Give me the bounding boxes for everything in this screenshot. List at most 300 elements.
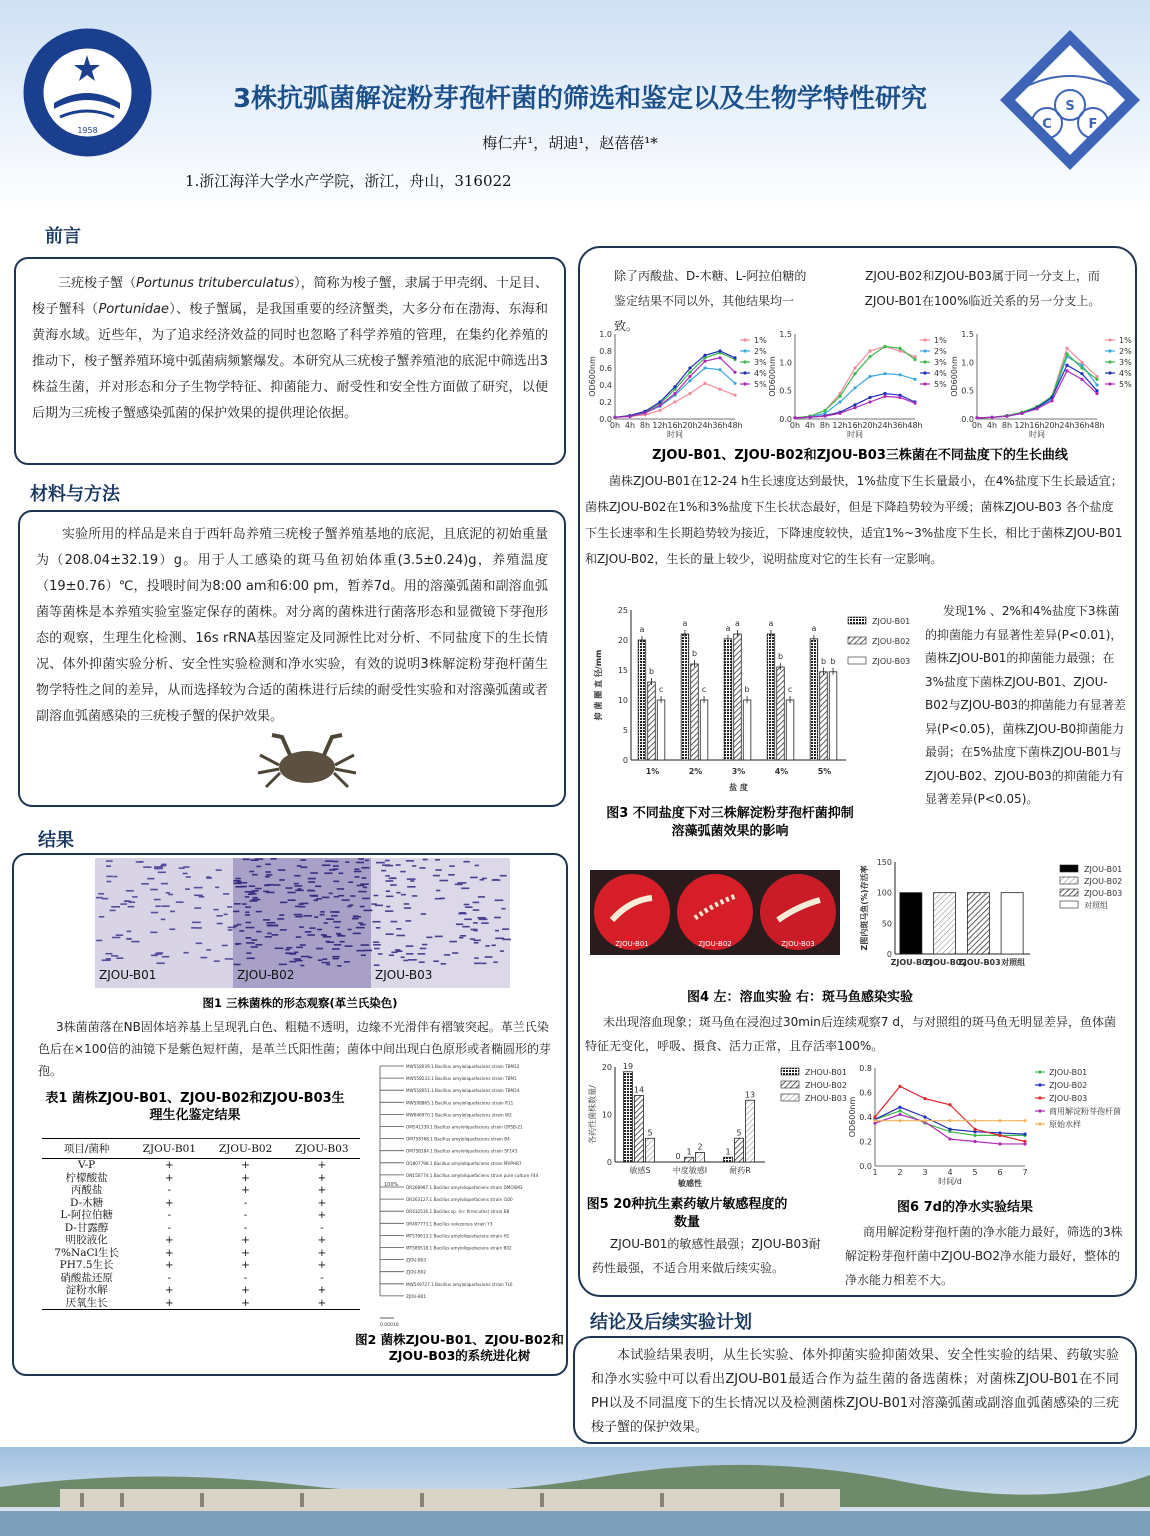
x-axis-label: 时间 xyxy=(847,430,863,439)
x-tick-label: 24h xyxy=(1059,421,1075,430)
significance-letter: b xyxy=(830,656,836,666)
y-tick-label: 20 xyxy=(601,1063,612,1072)
x-tick-label: 12h xyxy=(652,421,668,430)
bar xyxy=(820,672,828,760)
top-text-left: 除了丙酸盐、D-木糖、L-阿拉伯糖的鉴定结果不同以外，其他结果均一致。 xyxy=(614,269,807,333)
plate-label-b03: ZJOU-B03 xyxy=(781,940,815,948)
table1-row xyxy=(42,1247,360,1260)
table1-cell: D-木糖 xyxy=(70,1196,104,1209)
data-point xyxy=(688,375,691,378)
tree-leaf: ZJOU-B01 xyxy=(406,1293,427,1299)
table1-cell: L-阿拉伯糖 xyxy=(60,1209,113,1221)
table1-cell: + xyxy=(317,1171,327,1184)
fig4-caption: 图4 左：溶血实验 右：斑马鱼感染实验 xyxy=(686,990,914,1005)
gram-stain-images xyxy=(95,858,510,988)
y-tick-label: 0.0 xyxy=(599,415,612,424)
y-tick-label: 0.2 xyxy=(859,1137,872,1147)
tree-leaf: OR268987.1 Bacillus amyloliquefaciens strain DMOSM3 xyxy=(406,1185,523,1190)
table1-cell: + xyxy=(164,1196,174,1209)
table1-cell: 丙酸盐 xyxy=(70,1184,103,1196)
legend-label: 2% xyxy=(1119,347,1132,356)
legend-marker xyxy=(1108,382,1111,385)
x-tick-label: 2 xyxy=(897,1168,903,1177)
significance-letter: a xyxy=(768,619,774,628)
data-point xyxy=(1023,1142,1026,1145)
legend-marker xyxy=(1038,1109,1041,1112)
x-tick-label: 6 xyxy=(997,1168,1003,1177)
data-point xyxy=(1080,361,1083,364)
bar xyxy=(746,1100,755,1162)
x-axis-label: 时间 xyxy=(667,430,683,439)
y-tick-label: 1.0 xyxy=(599,330,612,339)
x-tick-label: 12h xyxy=(832,421,848,430)
y-tick-label: 1.0 xyxy=(961,358,974,368)
data-point xyxy=(948,1103,951,1106)
data-point xyxy=(898,1106,901,1109)
x-tick-label: ZJOU-B01 xyxy=(890,958,934,967)
tree-leaf: OQ807798.1 Bacillus amyloliquefaciens strain MVPHB7 xyxy=(406,1160,522,1166)
data-point xyxy=(998,1119,1001,1122)
data-point xyxy=(973,1140,976,1143)
data-point xyxy=(733,356,736,359)
y-tick-label: 20 xyxy=(617,636,628,645)
data-point xyxy=(868,396,871,399)
hemolysis-plates xyxy=(590,870,840,955)
x-tick-label: 4h xyxy=(804,421,816,430)
y-tick-label: 5 xyxy=(622,726,628,735)
tree-leaf: MT589518.1 Bacillus amyloliquefaciens strain B02 xyxy=(406,1245,512,1251)
x-tick-label: 7 xyxy=(1022,1168,1028,1177)
table1-row xyxy=(42,1234,360,1247)
csf-logo xyxy=(995,25,1145,175)
data-point xyxy=(913,402,916,405)
tree-leaf: ON150774.1 Bacillus amyloliquefaciens strain pure culture F44 xyxy=(406,1172,539,1178)
fig4-text: 未出现溶血现象；斑马鱼在浸泡过30min后连续观察7 d，与对照组的斑马鱼无明显差异，鱼体菌特征无变化，呼吸、摄食、活力正常，且存活率100%。 xyxy=(585,1015,1116,1053)
table1-cell: + xyxy=(241,1234,250,1246)
legend-label: 原始水样 xyxy=(1049,1120,1081,1129)
legend-label: 2% xyxy=(754,347,767,356)
bar xyxy=(724,1157,733,1162)
x-tick-label: 5 xyxy=(972,1168,978,1177)
table1-cell: + xyxy=(317,1159,327,1171)
y-tick-label: 1.5 xyxy=(779,330,792,339)
data-point xyxy=(688,371,691,374)
bar xyxy=(691,664,699,760)
table1-cell: 硝酸盐还原 xyxy=(60,1271,113,1284)
bar xyxy=(810,639,818,760)
series-line xyxy=(977,371,1097,418)
legend-label: ZJOU-B03 xyxy=(872,657,911,666)
conclusion-text: 本试验结果表明，从生长实验、体外抑菌实验抑菌效果、安全性实验的结果、药敏实验和净水实验中可以看出ZJOU-B01最适合作为益生菌的备选菌株；对菌株ZJOU-B01在不同PH以及不同温度下的生长情况以及检测菌株ZJOU-B01对溶藻弧菌或副溶血弧菌感染的三疣梭子蟹的保护效果。 xyxy=(591,1348,1119,1435)
table1-cell: + xyxy=(164,1159,174,1171)
legend-marker xyxy=(743,349,746,352)
data-point xyxy=(898,373,901,376)
y-tick-label: 1.5 xyxy=(961,330,974,339)
table1-cell: + xyxy=(317,1184,327,1196)
legend-label: 4% xyxy=(934,369,947,378)
legend-swatch xyxy=(1060,865,1078,872)
y-axis-label: OD600nm xyxy=(768,356,777,397)
data-point xyxy=(1080,378,1083,381)
data-point xyxy=(613,416,616,419)
y-tick-label: 0.6 xyxy=(859,1088,872,1098)
data-point xyxy=(1080,372,1083,375)
significance-letter: b xyxy=(648,667,655,676)
bar xyxy=(681,634,689,760)
tree-leaf: OR497773.1 Bacillus velezensis strain Y3 xyxy=(406,1221,493,1227)
data-point xyxy=(990,416,993,419)
bar xyxy=(900,893,922,954)
table1-cell: + xyxy=(164,1246,174,1259)
table1-cell: + xyxy=(241,1246,250,1259)
x-tick-label: 16h xyxy=(667,421,683,430)
y-axis-label: 各药性菌株数量/ xyxy=(588,1085,597,1144)
bar xyxy=(1001,893,1023,954)
y-tick-label: 0.8 xyxy=(859,1064,872,1073)
table1-row xyxy=(42,1172,360,1185)
y-tick-label: 0 xyxy=(622,756,628,765)
logo-year: 1958 xyxy=(77,126,98,135)
results-heading: 结果 xyxy=(38,830,74,851)
tree-leaf: ZJOU-B03 xyxy=(406,1257,427,1263)
data-point xyxy=(998,1134,1001,1137)
data-point xyxy=(853,386,856,389)
table1-row xyxy=(42,1259,360,1272)
tree-leaf: MW558039.1 Bacillus amyloliquefaciens strain TBM12 xyxy=(406,1064,520,1069)
data-point xyxy=(718,388,721,391)
x-tick-label: 2% xyxy=(688,767,703,776)
table1-cell: + xyxy=(317,1196,327,1209)
bar xyxy=(767,634,775,760)
x-tick-label: 20h xyxy=(1044,421,1060,430)
x-tick-label: 3 xyxy=(922,1168,928,1177)
table1-cell: - xyxy=(243,1196,248,1209)
legend-label: ZHOU-B01 xyxy=(805,1068,847,1077)
x-tick-label: 4h xyxy=(624,421,636,430)
data-point xyxy=(718,368,721,371)
x-axis-label: 敏感性 xyxy=(678,1179,702,1188)
svg-text:C: C xyxy=(1042,117,1052,132)
bar xyxy=(734,634,742,760)
tree-leaf: ZJOU-B02 xyxy=(406,1269,427,1275)
y-tick-label: 50 xyxy=(881,919,892,929)
data-point xyxy=(868,375,871,378)
legend-marker xyxy=(743,371,746,374)
legend-marker xyxy=(923,371,926,374)
table1-row xyxy=(42,1209,360,1222)
x-tick-label: 1% xyxy=(645,767,660,776)
legend-marker xyxy=(743,338,746,341)
data-point xyxy=(975,416,978,419)
data-point xyxy=(853,372,856,375)
legend-label: 1% xyxy=(1119,336,1132,345)
data-point xyxy=(1080,366,1083,369)
legend-marker xyxy=(923,338,926,341)
table1-cell: + xyxy=(241,1184,250,1196)
table1-cell: 淀粉水解 xyxy=(65,1284,108,1296)
x-tick-label: 对照组 xyxy=(1001,958,1026,967)
legend-marker xyxy=(1038,1070,1041,1073)
tree-bootstrap: 100% xyxy=(384,1182,399,1188)
series-line xyxy=(615,353,735,418)
table1-header: 项目/菌种 xyxy=(42,1139,131,1159)
micro-label-b01: ZJOU-B01 xyxy=(99,968,157,982)
table1-row xyxy=(42,1184,360,1197)
data-point xyxy=(838,400,841,403)
bar xyxy=(635,1096,644,1163)
bar xyxy=(724,639,732,760)
data-point xyxy=(718,349,721,352)
crab-image xyxy=(252,725,362,795)
data-point xyxy=(673,392,676,395)
table1-cell: - xyxy=(167,1271,172,1284)
data-point xyxy=(998,1142,1001,1145)
fig3-text: 发现1% 、2%和4%盐度下3株菌的抑菌能力有显著性差异(P<0.01)，菌株ZJOU-B01的抑菌能力最强；在3%盐度下菌株ZJOU-B01、ZJOU-B02与ZJOU-B03的抑菌能力有显著差异(P<0.05)，菌株ZJOU-B0抑菌能力最弱；在5%盐度下菌株ZJOU-B01与ZJOU-B02、ZJOU-B03的抑菌能力有显著差异(P<0.05)。 xyxy=(925,604,1126,806)
data-point xyxy=(703,360,706,363)
x-axis-label: 时间 xyxy=(1029,430,1045,439)
legend-swatch xyxy=(781,1094,799,1101)
methods-heading: 材料与方法 xyxy=(30,484,120,505)
tree-leaf: MW558051.1 Bacillus amyloliquefaciens strain TBM24 xyxy=(406,1088,520,1094)
x-tick-label: 48h xyxy=(727,421,743,430)
legend-label: 3% xyxy=(754,358,767,367)
fig5-caption: 图5 20种抗生素药敏片敏感程度的数量 xyxy=(586,1197,788,1230)
y-tick-label: 0.0 xyxy=(779,415,792,424)
data-point xyxy=(853,403,856,406)
legend-swatch xyxy=(1060,901,1078,908)
data-point xyxy=(793,416,796,419)
data-point xyxy=(1023,1133,1026,1136)
phylogenetic-tree xyxy=(370,1060,565,1330)
survival-chart xyxy=(840,852,1135,977)
data-point xyxy=(838,395,841,398)
data-point xyxy=(883,392,886,395)
legend-label: 1% xyxy=(754,336,767,345)
legend-label: ZJOU-B03 xyxy=(1049,1094,1088,1103)
table1-cell: + xyxy=(317,1259,327,1271)
x-tick-label: ZJOU-B03 xyxy=(958,958,1001,967)
x-axis-label: 盐 度 xyxy=(729,783,748,792)
data-point xyxy=(688,366,691,369)
significance-letter: c xyxy=(658,685,664,694)
legend-marker xyxy=(923,360,926,363)
methods-text: 实验所用的样品是来自于西轩岛养殖三疣梭子蟹养殖基地的底泥，且底泥的初始重量为（208.04±32.19）g。用于人工感染的斑马鱼初始体重(3.5±0.24)g，养殖温度（19±0.76）℃，投喂时间为8:00 am和6:00 pm，暂养7d。用的溶藻弧菌和副溶血弧菌等菌株是本养殖实验室鉴定保存的菌株。对分离的菌株进行菌落形态和显微镜下芽孢形态的观察，生理生化检测、16s rRNA基因鉴定及同源性比对分析、不同盐度下的生长情况、体外抑菌实验分析、安全性实验检测和净水实验，有效的说明3株解淀粉芽孢杆菌生物学特性之间的差异，从而选择较为合适的菌株进行后续的耐受性实验和对溶藻弧菌或者副溶血弧菌感染的三疣梭子蟹的保护效果。 xyxy=(36,527,548,724)
y-tick-label: 1.0 xyxy=(779,358,792,368)
data-point xyxy=(673,400,676,403)
legend-marker xyxy=(1108,360,1111,363)
legend-marker xyxy=(923,349,926,352)
y-tick-label: 0 xyxy=(886,950,892,959)
svg-text:F: F xyxy=(1088,117,1098,132)
x-tick-label: 4% xyxy=(774,767,789,776)
legend-marker xyxy=(1038,1122,1041,1125)
table1-cell: D-甘露醇 xyxy=(64,1221,109,1234)
fig6-text: 商用解淀粉芽孢杆菌的净水能力最好，筛选的3株解淀粉芽孢杆菌中ZJOU-BO2净水能力最好，整体的净水能力相差不大。 xyxy=(845,1225,1123,1287)
legend-label: ZJOU-B03 xyxy=(1084,889,1123,898)
table1-cell: 7%NaCl生长 xyxy=(54,1246,119,1259)
table1-cell: - xyxy=(243,1221,248,1234)
data-point xyxy=(703,354,706,357)
conclusion-box xyxy=(573,1336,1137,1444)
legend-label: 对照组 xyxy=(1084,901,1108,910)
y-axis-label: OD600nm xyxy=(848,1096,857,1138)
svg-text:S: S xyxy=(1065,99,1075,114)
legend-label: ZJOU-B01 xyxy=(1049,1068,1088,1077)
data-point xyxy=(1065,347,1068,350)
growth-caption: ZJOU-B01、ZJOU-B02和ZJOU-B03三株菌在不同盐度下的生长曲线 xyxy=(652,448,1068,463)
bar-value-label: 1 xyxy=(686,1147,692,1157)
legend-label: 5% xyxy=(1119,380,1132,389)
intro-text: 三疣梭子蟹（Portunus trituberculatus），简称为梭子蟹，隶属于甲壳纲、十足目、梭子蟹科（Portunidae）、梭子蟹属，是我国重要的经济蟹类，大多分布在渤海、东海和黄海水域。近些年，为了追求经济效益的同时也忽略了科学养殖的管理，在集约化养殖的推动下，梭子蟹养殖环境中弧菌病频繁爆发。本研究从三疣梭子蟹养殖池的底泥中筛选出3株益生菌，并对形态和分子生物学特征、抑菌能力、耐受性和安全性方面做了研究，以便后期为三疣梭子蟹感染弧菌的保护效果的提供理论依据。 xyxy=(32,276,548,421)
data-point xyxy=(1095,392,1098,395)
y-tick-label: 0 xyxy=(606,1158,612,1167)
significance-letter: b xyxy=(820,656,827,666)
legend-label: ZJOU-B01 xyxy=(872,617,911,626)
tree-scale: 0.00010 xyxy=(380,1323,399,1328)
growth-chart-b03 xyxy=(945,326,1135,441)
bar-value-label: 13 xyxy=(744,1090,756,1100)
bar-value-label: 14 xyxy=(633,1085,645,1095)
data-point xyxy=(948,1128,951,1131)
data-point xyxy=(868,349,871,352)
bar-value-label: 5 xyxy=(736,1128,742,1138)
y-tick-label: 0.0 xyxy=(961,415,974,424)
x-tick-label: 0h xyxy=(971,421,983,430)
y-axis-label: Z图内斑马鱼(%)存活率 xyxy=(860,865,869,951)
y-tick-label: 10 xyxy=(617,696,628,705)
data-point xyxy=(658,409,661,412)
legend-swatch xyxy=(781,1081,799,1088)
tree-leaf: MW558233.1 Bacillus amyloliquefaciens strain TBM1 xyxy=(406,1076,517,1082)
data-point xyxy=(1050,399,1053,402)
legend-label: 4% xyxy=(1119,369,1132,378)
table1-cell: + xyxy=(317,1284,327,1296)
bar xyxy=(657,700,665,760)
significance-letter: b xyxy=(744,685,750,694)
plate-label-b02: ZJOU-B02 xyxy=(698,940,732,948)
table1 xyxy=(42,1138,360,1310)
data-point xyxy=(973,1119,976,1122)
tree-leaf: MW646970.1 Bacillus amyloliquefaciens strain W2 xyxy=(406,1112,512,1118)
legend-label: ZJOU-B02 xyxy=(872,637,911,646)
x-tick-label: 12h xyxy=(1014,421,1030,430)
tree-leaf: OR263127.1 Bacillus amyloliquefaciens strain I100 xyxy=(406,1197,513,1203)
table1-cell: - xyxy=(243,1271,248,1284)
table1-cell: - xyxy=(167,1184,172,1196)
table1-cell: + xyxy=(164,1284,174,1296)
legend-label: ZJOU-B02 xyxy=(1084,877,1123,886)
table1-cell: + xyxy=(241,1259,250,1271)
legend-marker xyxy=(1108,349,1111,352)
micro-label-b02: ZJOU-B02 xyxy=(237,968,295,982)
table1-cell: + xyxy=(164,1171,174,1184)
table1-cell: + xyxy=(317,1209,327,1221)
intro-box xyxy=(14,257,566,465)
x-tick-label: 16h xyxy=(1029,421,1045,430)
series-line xyxy=(795,374,915,418)
data-point xyxy=(703,366,706,369)
intro-heading: 前言 xyxy=(45,226,81,247)
data-point xyxy=(658,404,661,407)
fig6-caption: 图6 7d的净水实验结果 xyxy=(897,1200,1033,1215)
bar xyxy=(700,700,708,760)
table1-row xyxy=(42,1159,360,1172)
table1-cell: - xyxy=(243,1209,248,1221)
legend-swatch xyxy=(1060,889,1078,896)
data-point xyxy=(838,412,841,415)
bar-value-label: 2 xyxy=(697,1142,703,1152)
data-point xyxy=(973,1134,976,1137)
legend-marker xyxy=(923,382,926,385)
table1-cell: + xyxy=(164,1259,174,1271)
legend-marker xyxy=(743,360,746,363)
data-point xyxy=(923,1115,926,1118)
significance-letter: b xyxy=(691,649,698,658)
legend-swatch xyxy=(848,617,866,624)
x-tick-label: 5% xyxy=(817,767,832,776)
significance-letter: b xyxy=(777,652,784,661)
y-axis-label: OD600nm xyxy=(950,356,959,397)
tree-leaf: OM758768.1 Bacillus amyloliquefaciens strain B4 xyxy=(406,1136,510,1142)
data-point xyxy=(883,372,886,375)
y-tick-label: 0.2 xyxy=(599,398,612,407)
data-point xyxy=(913,378,916,381)
significance-letter: a xyxy=(811,623,817,633)
legend-label: 商用解淀粉芽孢杆菌 xyxy=(1049,1107,1121,1116)
data-point xyxy=(948,1119,951,1122)
bar xyxy=(829,672,837,760)
bar xyxy=(696,1153,705,1163)
bar xyxy=(638,640,646,760)
table1-cell: + xyxy=(241,1284,250,1296)
x-tick-label: 0h xyxy=(609,421,621,430)
data-point xyxy=(913,355,916,358)
table1-cell: PH7.5生长 xyxy=(59,1259,114,1271)
x-tick-label: 耐药R xyxy=(729,1166,751,1175)
legend-marker xyxy=(1108,371,1111,374)
growth-chart-b01 xyxy=(585,326,770,441)
data-point xyxy=(628,415,631,418)
y-tick-label: 0.0 xyxy=(859,1162,872,1171)
table1-cell: - xyxy=(167,1221,172,1234)
y-tick-label: 0.6 xyxy=(599,364,612,373)
data-point xyxy=(913,358,916,361)
table1-row xyxy=(42,1297,360,1310)
table1-cell: 柠檬酸盐 xyxy=(65,1171,108,1184)
bar-value-label: 1 xyxy=(725,1147,731,1157)
legend-label: 3% xyxy=(1119,358,1132,367)
table1-cell: + xyxy=(241,1171,250,1184)
data-point xyxy=(733,394,736,397)
data-point xyxy=(673,385,676,388)
legend-label: 1% xyxy=(934,336,947,345)
data-point xyxy=(1065,352,1068,355)
campus-photo xyxy=(0,1447,1150,1536)
x-tick-label: 敏感S xyxy=(629,1166,651,1175)
legend-label: 3% xyxy=(934,358,947,367)
legend-label: ZHOU-B02 xyxy=(805,1081,847,1090)
tree-leaf: OR432536.1 Bacillus sp. (in: firmicutes) strain B8 xyxy=(406,1209,510,1215)
legend-marker xyxy=(743,382,746,385)
fig3-caption: 图3 不同盐度下对三株解淀粉芽孢杆菌抑制溶藻弧菌效果的影响 xyxy=(606,806,854,839)
tree-leaf: MW549727.1 Bacillus amyloliquefaciens strain TL6 xyxy=(406,1281,513,1287)
poster-title: 3株抗弧菌解淀粉芽孢杆菌的筛选和鉴定以及生物学特性研究 xyxy=(232,84,928,114)
data-point xyxy=(1065,369,1068,372)
data-point xyxy=(853,366,856,369)
legend-label: ZHOU-B03 xyxy=(805,1094,847,1103)
y-tick-label: 25 xyxy=(617,606,628,615)
series-line xyxy=(615,351,735,417)
